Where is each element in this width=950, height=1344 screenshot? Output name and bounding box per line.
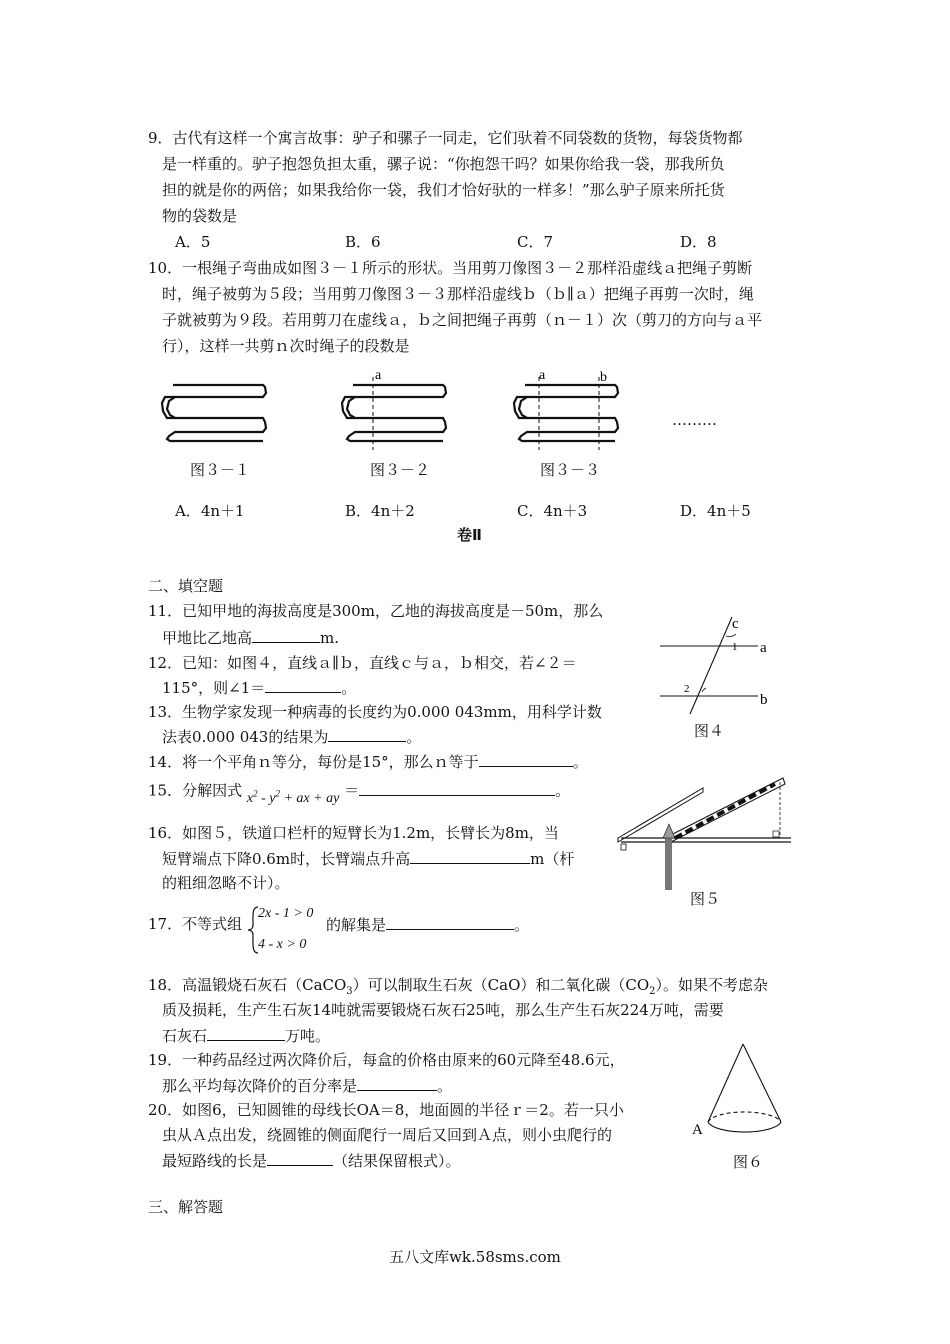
fig4-label-b: b: [760, 692, 768, 708]
q12-text: 115°，则∠1＝: [162, 679, 266, 697]
fig32-label-a: a: [375, 368, 382, 383]
q14-answer-blank[interactable]: [479, 750, 573, 767]
figure-5: [615, 774, 795, 892]
q20-line-2: 虫从Ａ点出发，绕圆锥的侧面爬行一周后又回到Ａ点，则小虫爬行的: [162, 1126, 613, 1144]
q10-line-4: 行），这样一共剪ｎ次时绳子的段数是: [162, 337, 410, 355]
page-footer: 五八文库wk.58sms.com: [389, 1248, 561, 1266]
q9-line-4: 物的袋数是: [162, 207, 238, 225]
q16-line-3: 的粗细忽略不计）。: [162, 874, 290, 892]
q10-line-1: 10．一根绳子弯曲成如图３－１所示的形状。当用剪刀像图３－２那样沿虚线ａ把绳子剪断: [148, 259, 753, 277]
q11-text: 甲地比乙地高: [162, 629, 253, 647]
q12-line-2: [162, 676, 356, 699]
q16-answer-blank[interactable]: [410, 847, 530, 864]
fig4-label-2: 2: [684, 683, 690, 695]
q19-line-1: 19．一种药品经过两次降价后，每盒的价格由原来的60元降至48.6元，: [148, 1051, 625, 1069]
q17-ineq-1: 2x - 1 > 0: [258, 906, 314, 921]
part2-title: 二、填空题: [148, 577, 224, 595]
q17-tail: [326, 913, 529, 936]
figure-3-1-caption: 图３－１: [190, 461, 251, 479]
q9-option-c: C．7: [517, 233, 554, 251]
q15-end: 。: [555, 781, 571, 800]
figure-3-1: [155, 375, 275, 450]
q18-line-1: 18．高温锻烧石灰石（CaCO$_3$）可以制取生石灰（CaO）和二氧化碳$(CO_2)$。如果不考虑杂: [148, 976, 769, 997]
q20-end: （结果保留根式）。: [333, 1152, 461, 1170]
q20-answer-blank[interactable]: [267, 1149, 333, 1166]
figure-6-caption: 图６: [733, 1153, 764, 1171]
q11-line-2: [162, 626, 339, 649]
q13-text: 法表0.000 043的结果为: [162, 728, 329, 746]
q10-line-3: 子就被剪为９段。若用剪刀在虚线ａ，ｂ之间把绳子再剪（ｎ－１）次（剪刀的方向与ａ平: [162, 311, 763, 329]
q20-line-3: [162, 1149, 461, 1172]
q10-option-d: D．4n＋5: [680, 502, 751, 520]
q15-answer-blank[interactable]: [359, 779, 555, 796]
q17-prefix: 17．不等式组: [148, 915, 243, 933]
figure-4-caption: 图４: [694, 722, 725, 740]
q18-answer-blank[interactable]: [207, 1024, 285, 1041]
q13-end: 。: [406, 728, 422, 746]
q12-answer-blank[interactable]: [265, 676, 341, 693]
q19-answer-blank[interactable]: [357, 1074, 437, 1091]
q14-text: 14．将一个平角ｎ等分，每份是15°，那么ｎ等于: [148, 753, 479, 771]
q11-answer-blank[interactable]: [252, 626, 320, 643]
q18-unit: 万吨。: [285, 1027, 331, 1045]
q20-text: 最短路线的长是: [162, 1152, 268, 1170]
figure-dots: ………: [672, 411, 717, 429]
q18-text: 石灰石: [162, 1027, 208, 1045]
figure-3-2: [335, 367, 460, 450]
q19-end: 。: [437, 1077, 453, 1095]
q15-expression: $x^2 - y^2$ + ax + ay: [246, 788, 340, 806]
q14-line: [148, 750, 588, 773]
figure-3-3: [507, 367, 632, 450]
section-title: 卷Ⅱ: [457, 526, 482, 544]
q9-line-2: 是一样重的。驴子抱怨负担太重，骡子说：“你抱怨干吗？如果你给我一袋，那我所负: [162, 155, 725, 173]
fig4-label-c: c: [732, 616, 739, 632]
fig33-label-b: b: [600, 370, 607, 385]
q16-unit: m（杆: [530, 850, 575, 868]
q20-line-1: 20．如图6，已知圆锥的母线长OA＝8，地面圆的半径ｒ＝2。若一只小: [148, 1101, 624, 1119]
fig6-label-a: A: [692, 1122, 703, 1138]
q17-text: 的解集是: [326, 916, 387, 934]
q14-end: 。: [572, 753, 588, 771]
figure-3-2-caption: 图３－２: [370, 461, 431, 479]
q13-line-2: [162, 725, 421, 748]
q19-text: 那么平均每次降价的百分率是: [162, 1077, 358, 1095]
q15-prefix: 15．分解因式: [148, 781, 243, 800]
q18-line-3: [162, 1024, 330, 1047]
q10-line-2: 时，绳子被剪为５段；当用剪刀像图３－３那样沿虚线ｂ（ｂ∥ａ）把绳子再剪一次时，绳: [162, 285, 754, 303]
q19-line-2: [162, 1074, 452, 1097]
q9-option-d: D．8: [680, 233, 717, 251]
q11-unit: m.: [320, 629, 340, 647]
q9-line-1: 9．古代有这样一个寓言故事：驴子和骡子一同走，它们驮着不同袋数的货物，每袋货物都: [148, 129, 743, 147]
q17-ineq-2: 4 - x > 0: [258, 937, 307, 952]
q12-end: 。: [341, 679, 357, 697]
part3-title: 三、解答题: [148, 1198, 224, 1216]
q16-line-1: 16．如图５，铁道口栏杆的短臂长为1.2m，长臂长为8m，当: [148, 824, 559, 842]
q11-line-1: 11．已知甲地的海拔高度是300m，乙地的海拔高度是－50m，那么: [148, 602, 604, 620]
q17-answer-blank[interactable]: [386, 913, 514, 930]
figure-6: [688, 1038, 798, 1144]
fig4-label-a: a: [760, 640, 767, 656]
q10-option-c: C．4n＋3: [517, 502, 588, 520]
q18-line-2: 质及损耗，生产生石灰14吨就需要锻烧石灰石25吨，那么生产生石灰224万吨，需要: [162, 1001, 724, 1019]
q17-end: 。: [514, 916, 530, 934]
fig33-label-a: a: [539, 368, 546, 383]
q9-line-3: 担的就是你的两倍；如果我给你一袋，我们才恰好驮的一样多！”那么驴子原来所托货: [162, 181, 725, 199]
q15-equals: ＝: [344, 781, 360, 800]
figure-4: [650, 612, 775, 717]
q9-option-b: B．6: [345, 233, 381, 251]
q15-line: [148, 776, 570, 804]
q16-line-2: [162, 847, 574, 870]
q13-answer-blank[interactable]: [328, 725, 406, 742]
q10-option-b: B．4n＋2: [345, 502, 415, 520]
q16-text: 短臂端点下降0.6m时，长臂端点升高: [162, 850, 411, 868]
fig4-label-1: 1: [732, 641, 738, 653]
figure-3-3-caption: 图３－３: [540, 461, 601, 479]
q9-option-a: A．5: [175, 233, 211, 251]
q13-line-1: 13．生物学家发现一种病毒的长度约为0.000 043mm，用科学计数: [148, 703, 602, 721]
q10-option-a: A．4n＋1: [175, 502, 245, 520]
q12-line-1: 12．已知：如图４，直线ａ∥ｂ，直线ｃ与ａ，ｂ相交，若∠２＝: [148, 654, 577, 672]
figure-5-caption: 图５: [690, 890, 721, 908]
